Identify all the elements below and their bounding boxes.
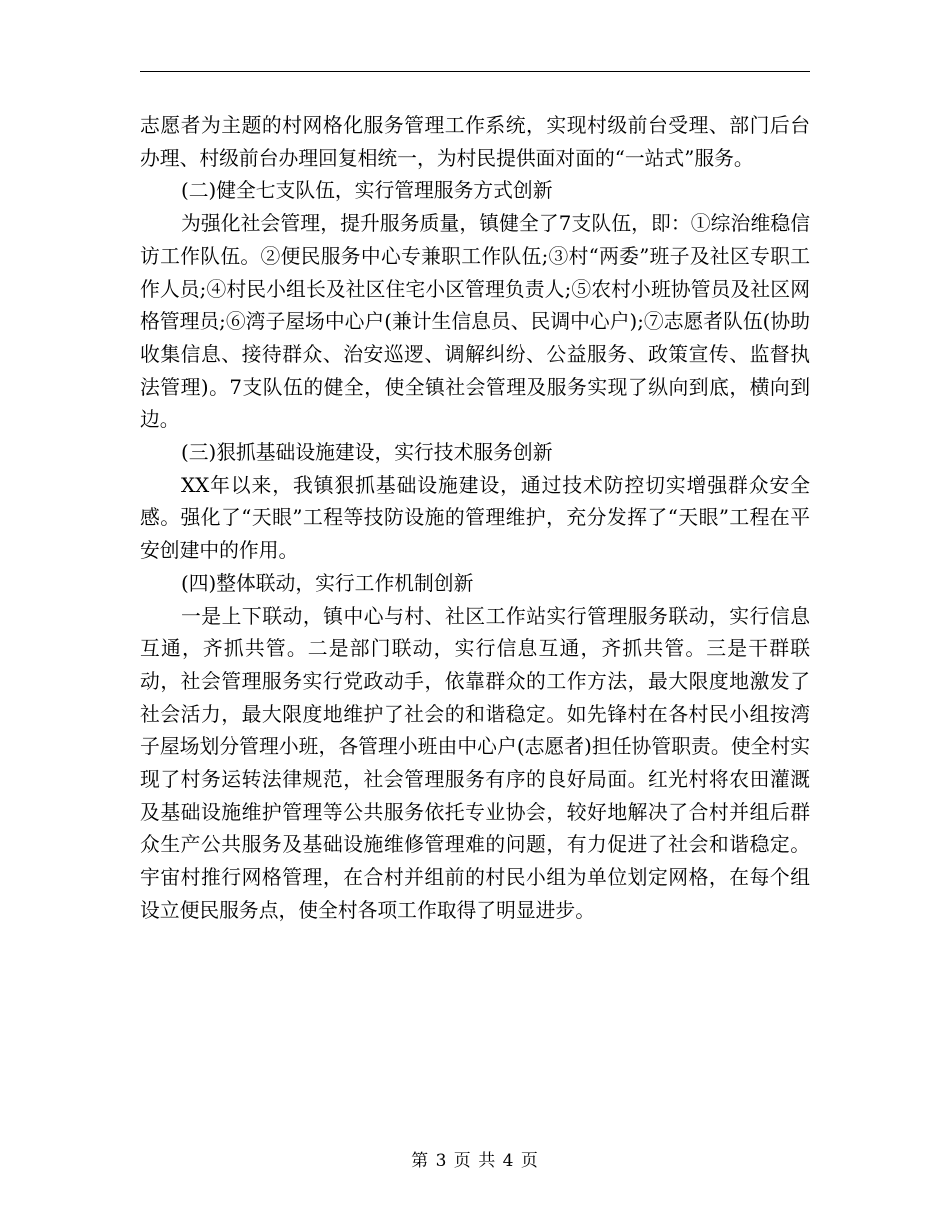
document-body bbox=[140, 110, 810, 928]
intro-paragraph: 志愿者为主题的村网格化服务管理工作系统，实现村级前台受理、部门后台办理、村级前台办理回复相统一，为村民提供面对面的“一站式”服务。 bbox=[140, 114, 810, 170]
section-heading-2: (二)健全七支队伍，实行管理服务方式创新 bbox=[181, 179, 553, 203]
section-heading-4: (四)整体联动，实行工作机制创新 bbox=[181, 571, 474, 595]
page-number-footer: 第 3 页 共 4 页 bbox=[411, 1151, 539, 1171]
section-paragraph-2: 为强化社会管理，提升服务质量，镇健全了7支队伍，即：①综治维稳信访工作队伍。②便民服务中心专兼职工作队伍;③村“两委”班子及社区专职工作人员;④村民小组长及社区住宅小区管理负责人;⑤农村小班协管员及社区网格管理员;⑥湾子屋场中心户(兼计生信息员、民调中心户);⑦志愿者队伍(协助收集信息、接待群众、治安巡逻、调解纠纷、公益服务、政策宣传、监督执法管理)。7支队伍的健全，使全镇社会管理及服务实现了纵向到底，横向到边。 bbox=[140, 212, 810, 432]
section-paragraph-4: 一是上下联动，镇中心与村、社区工作站实行管理服务联动，实行信息互通，齐抓共管。二是部门联动，实行信息互通，齐抓共管。三是干群联动，社会管理服务实行党政动手，依靠群众的工作方法，最大限度地激发了社会活力，最大限度地维护了社会的和谐稳定。如先锋村在各村民小组按湾子屋场划分管理小班，各管理小班由中心户(志愿者)担任协管职责。使全村实现了村务运转法律规范，社会管理服务有序的良好局面。红光村将农田灌溉及基础设施维护管理等公共服务依托专业协会，较好地解决了合村并组后群众生产公共服务及基础设施维修管理难的问题，有力促进了社会和谐稳定。宇宙村推行网格管理，在合村并组前的村民小组为单位划定网格，在每个组设立便民服务点，使全村各项工作取得了明显进步。 bbox=[140, 604, 810, 922]
section-heading-3: (三)狠抓基础设施建设，实行技术服务创新 bbox=[181, 441, 553, 465]
section-paragraph-3: XX年以来，我镇狠抓基础设施建设，通过技术防控切实增强群众安全感。强化了“天眼”工程等技防设施的管理维护，充分发挥了“天眼”工程在平安创建中的作用。 bbox=[140, 473, 810, 563]
header-rule bbox=[140, 71, 810, 72]
